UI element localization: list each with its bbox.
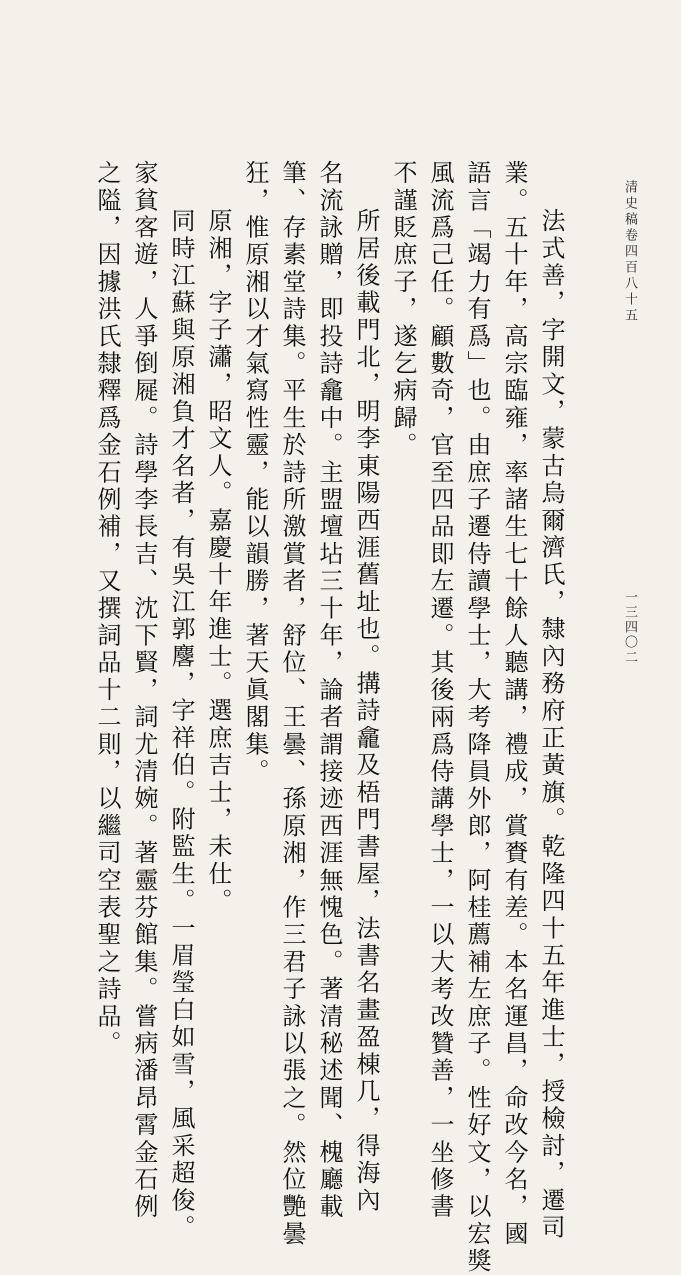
text-column: 名流詠贈，即投詩龕中。主盟壇坫三十年，論者謂接迹西涯無愧色。著清秘述聞、槐廳載 [315, 160, 343, 1221]
text-column: 原湘，字子瀟，昭文人。嘉慶十年進士。選庶吉士，未仕。 [204, 208, 232, 916]
text-column: 筆、存素堂詩集。平生於詩所激賞者，舒位、王曇、孫原湘，作三君子詠以張之。然位艷曇 [278, 160, 306, 1248]
text-column: 家貧客遊，人爭倒屣。詩學李長吉、沈下賢，詞尤清婉。著靈芬館集。嘗病潘昂霄金石例 [130, 160, 158, 1221]
text-column: 同時江蘇與原湘負才名者，有吳江郭麐，字祥伯。附監生。一眉瑩白如雪，風采超俊。 [167, 208, 195, 1242]
page-number: 一三四〇二 [622, 590, 637, 665]
text-column: 狂，惟原湘以才氣寫性靈，能以韻勝，著天眞閣集。 [241, 160, 269, 786]
text-column: 風流爲己任。顧數奇，官至四品即左遷。其後兩爲侍講學士，一以大考改贊善，一坐修書 [426, 160, 454, 1221]
text-column: 所居後載門北，明李東陽西涯舊址也。搆詩龕及梧門書屋，法書名畫盈棟几，得海內 [352, 208, 380, 1215]
text-column: 之隘，因據洪氏隸釋爲金石例補，又撰詞品十二則，以繼司空表聖之詩品。 [93, 160, 121, 1058]
running-title: 清史稿卷四百八十五 [622, 180, 637, 324]
text-column: 語言「竭力有爲」也。由庶子遷侍讀學士，大考降員外郎，阿桂薦補左庶子。性好文，以宏獎 [463, 160, 491, 1275]
text-column: 法式善，字開文，蒙古烏爾濟氏，隸內務府正黃旗。乾隆四十五年進士，授檢討，遷司 [537, 208, 565, 1242]
vertical-text-body [88, 160, 569, 1275]
text-column: 業。五十年，高宗臨雍，率諸生七十餘人聽講，禮成，賞賚有差。本名運昌，命改今名，國 [500, 160, 528, 1248]
text-column: 不謹貶庶子，遂乞病歸。 [389, 160, 417, 460]
